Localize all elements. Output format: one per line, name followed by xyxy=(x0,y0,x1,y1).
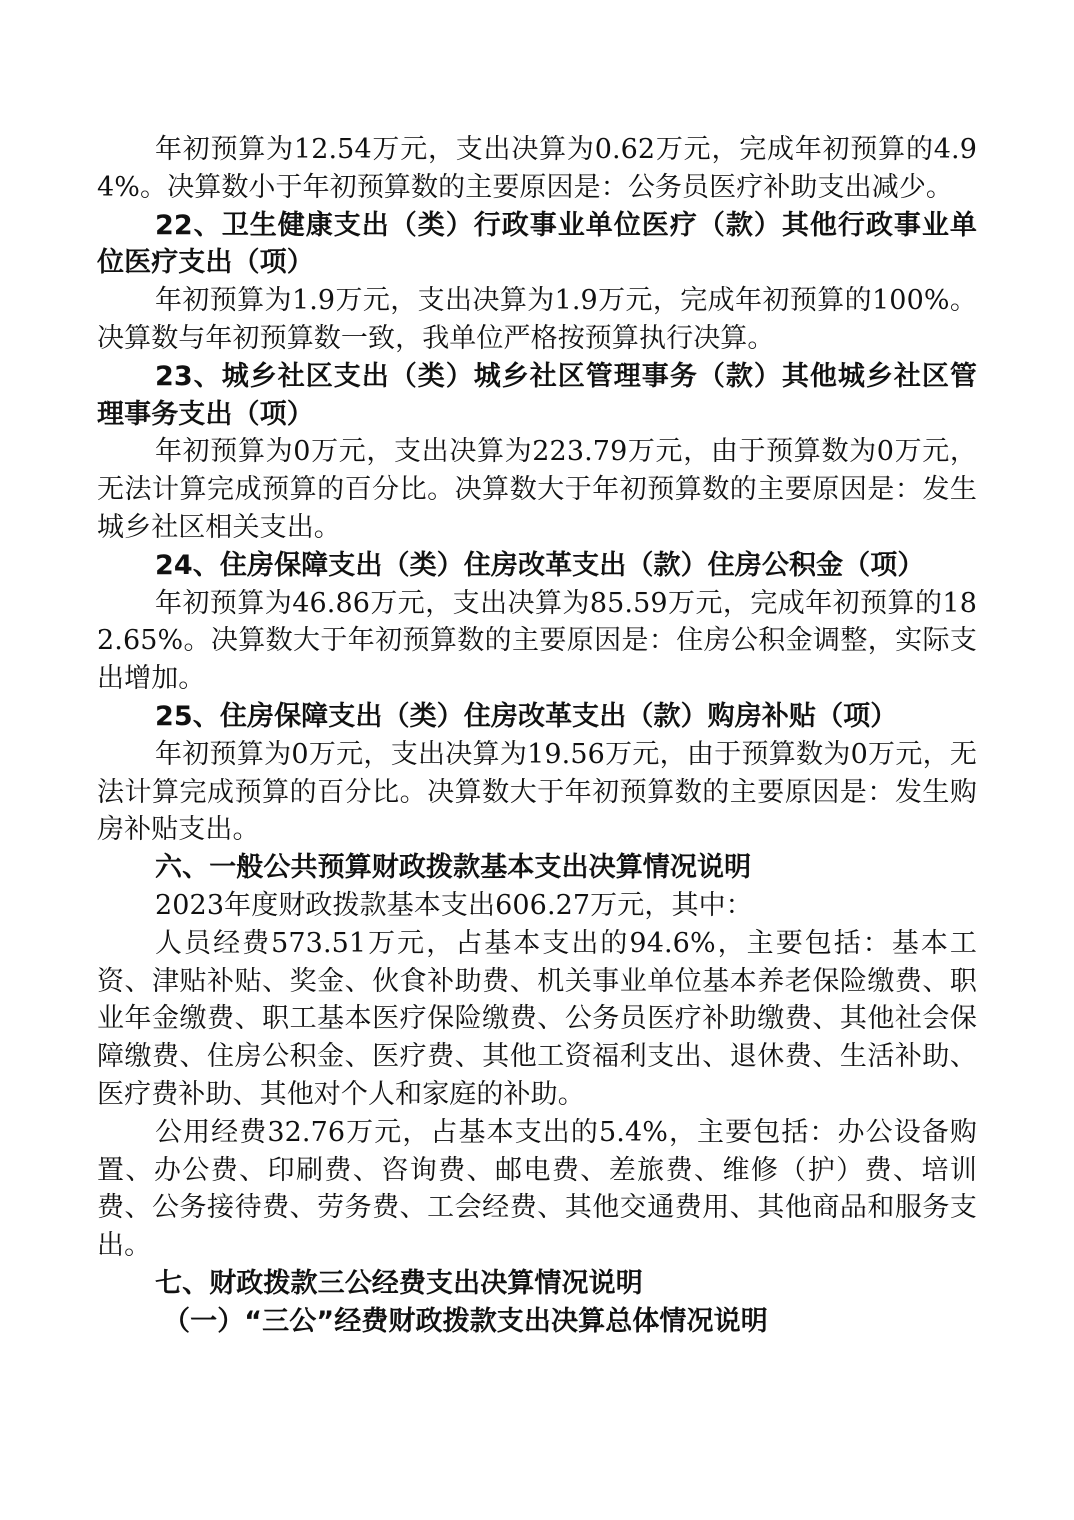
paragraph-medical-subsidy-explanation: 年初预算为12.54万元，支出决算为0.62万元，完成年初预算的4.94%。决算数小于年初预算数的主要原因是：公务员医疗补助支出减少。 xyxy=(97,134,977,203)
section-heading-23: 23、城乡社区支出（类）城乡社区管理事务（款）其他城乡社区管理事务支出（项） xyxy=(97,360,977,430)
section-heading-basic-expenditure: 六、一般公共预算财政拨款基本支出决算情况说明 xyxy=(155,852,752,884)
paragraph-personnel-expenses: 人员经费573.51万元，占基本支出的94.6%，主要包括：基本工资、津贴补贴、奖金、伙食补助费、机关事业单位基本养老保险缴费、职业年金缴费、职工基本医疗保险缴费、公务员医疗补助缴费、其他社会保障缴费、住房公积金、医疗费、其他工资福利支出、退休费、生活补助、医疗费补助、其他对个人和家庭的补助。 xyxy=(97,927,977,1110)
paragraph-item-25-explanation: 年初预算为0万元，支出决算为19.56万元，由于预算数为0万元，无法计算完成预算的百分比。决算数大于年初预算数的主要原因是：发生购房补贴支出。 xyxy=(97,738,977,846)
document-body xyxy=(97,131,977,1341)
paragraph-item-24-explanation: 年初预算为46.86万元，支出决算为85.59万元，完成年初预算的182.65%。决算数大于年初预算数的主要原因是：住房公积金调整，实际支出增加。 xyxy=(97,587,977,695)
paragraph-basic-expenditure-total: 2023年度财政拨款基本支出606.27万元，其中： xyxy=(155,889,753,921)
paragraph-public-expenses: 公用经费32.76万元，占基本支出的5.4%，主要包括：办公设备购置、办公费、印刷费、咨询费、邮电费、差旅费、维修（护）费、培训费、公务接待费、劳务费、工会经费、其他交通费用、其他商品和服务支出。 xyxy=(97,1116,977,1262)
subsection-heading-three-public-overall: （一）“三公”经费财政拨款支出决算总体情况说明 xyxy=(163,1305,768,1337)
section-heading-three-public-expenses: 七、财政拨款三公经费支出决算情况说明 xyxy=(155,1267,643,1299)
section-heading-22: 22、卫生健康支出（类）行政事业单位医疗（款）其他行政事业单位医疗支出（项） xyxy=(97,209,977,279)
paragraph-item-22-explanation: 年初预算为1.9万元，支出决算为1.9万元，完成年初预算的100%。决算数与年初预算数一致，我单位严格按预算执行决算。 xyxy=(97,285,977,354)
section-heading-25: 25、住房保障支出（类）住房改革支出（款）购房补贴（项） xyxy=(155,700,898,732)
paragraph-item-23-explanation: 年初预算为0万元，支出决算为223.79万元，由于预算数为0万元，无法计算完成预算的百分比。决算数大于年初预算数的主要原因是：发生城乡社区相关支出。 xyxy=(97,436,977,543)
section-heading-24: 24、住房保障支出（类）住房改革支出（款）住房公积金（项） xyxy=(155,549,925,581)
